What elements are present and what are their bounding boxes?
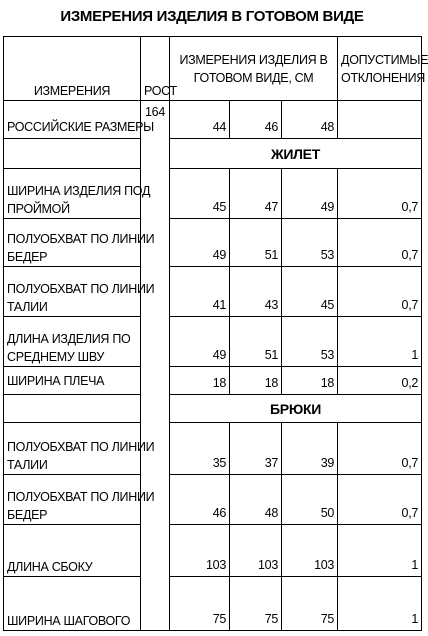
cell-value: 37 [230, 423, 282, 475]
cell-value: 45 [282, 267, 338, 317]
cell-value: 46 [170, 475, 230, 525]
cell-value: 103 [230, 525, 282, 577]
size-3: 48 [282, 101, 338, 139]
cell-tolerance: 1 [338, 525, 422, 577]
header-row [4, 37, 422, 101]
row-label: ПОЛУОБХВАТ ПО ЛИНИИ ТАЛИИ [4, 267, 141, 317]
rost-value: 164 [141, 101, 170, 631]
header-dims [170, 37, 338, 101]
row-label: ПОЛУОБХВАТ ПО ЛИНИИ БЕДЕР [4, 475, 141, 525]
cell-value: 18 [230, 367, 282, 395]
cell-tolerance: 0,7 [338, 169, 422, 219]
cell-value: 53 [282, 317, 338, 367]
header-dims-line2: ГОТОВОМ ВИДЕ, СМ [193, 70, 314, 85]
header-dims-line1: ИЗМЕРЕНИЯ ИЗДЕЛИЯ В [179, 52, 328, 67]
cell-tolerance: 0,7 [338, 267, 422, 317]
cell-value: 103 [282, 525, 338, 577]
cell-value: 47 [230, 169, 282, 219]
header-rost: РОСТ [141, 37, 170, 101]
section-row-vest [4, 139, 422, 169]
section-pants: БРЮКИ [170, 395, 422, 423]
section-row-pants [4, 395, 422, 423]
cell-value: 75 [170, 577, 230, 631]
cell-value: 39 [282, 423, 338, 475]
cell-value: 53 [282, 219, 338, 267]
cell-value: 49 [282, 169, 338, 219]
header-tol-line2: ОТКЛОНЕНИЯ [341, 70, 426, 85]
table-row [4, 577, 422, 631]
cell-value: 18 [170, 367, 230, 395]
table-row [4, 423, 422, 475]
size-1: 44 [170, 101, 230, 139]
row-label: ШИРИНА ИЗДЕЛИЯ ПОД ПРОЙМОЙ [4, 169, 141, 219]
cell-tolerance: 0,7 [338, 475, 422, 525]
cell-tolerance: 0,7 [338, 219, 422, 267]
measurements-table [3, 36, 428, 631]
table-row [4, 169, 422, 219]
cell-tolerance: 1 [338, 317, 422, 367]
row-label: ШИРИНА ШАГОВОГО [4, 577, 141, 631]
cell-value: 18 [282, 367, 338, 395]
sizes-label: РОССИЙСКИЕ РАЗМЕРЫ [4, 101, 141, 139]
cell-tolerance: 0,7 [338, 423, 422, 475]
section-empty [4, 139, 141, 169]
cell-value: 48 [230, 475, 282, 525]
row-label: ПОЛУОБХВАТ ПО ЛИНИИ БЕДЕР [4, 219, 141, 267]
sizes-row [4, 101, 422, 139]
cell-value: 45 [170, 169, 230, 219]
cell-value: 50 [282, 475, 338, 525]
cell-tolerance: 0,2 [338, 367, 422, 395]
table-row [4, 525, 422, 577]
table-row [4, 317, 422, 367]
page-title: ИЗМЕРЕНИЯ ИЗДЕЛИЯ В ГОТОВОМ ВИДЕ [60, 8, 364, 25]
cell-value: 41 [170, 267, 230, 317]
section-vest: ЖИЛЕТ [170, 139, 422, 169]
cell-value: 75 [230, 577, 282, 631]
header-measure: ИЗМЕРЕНИЯ [4, 37, 141, 101]
size-2: 46 [230, 101, 282, 139]
cell-value: 51 [230, 317, 282, 367]
cell-value: 49 [170, 219, 230, 267]
header-tol-line1: ДОПУСТИМЫЕ [341, 52, 428, 67]
table-row [4, 267, 422, 317]
table-row [4, 219, 422, 267]
header-tolerance [338, 37, 428, 101]
row-label: ПОЛУОБХВАТ ПО ЛИНИИ ТАЛИИ [4, 423, 141, 475]
row-label: ДЛИНА СБОКУ [4, 525, 141, 577]
row-label: ДЛИНА ИЗДЕЛИЯ ПО СРЕДНЕМУ ШВУ [4, 317, 141, 367]
row-label: ШИРИНА ПЛЕЧА [4, 367, 141, 395]
cell-value: 75 [282, 577, 338, 631]
cell-value: 49 [170, 317, 230, 367]
cell-value: 43 [230, 267, 282, 317]
cell-tolerance: 1 [338, 577, 422, 631]
section-empty [4, 395, 141, 423]
cell-value: 103 [170, 525, 230, 577]
cell-value: 35 [170, 423, 230, 475]
size-tol-empty [338, 101, 422, 139]
cell-value: 51 [230, 219, 282, 267]
table-row [4, 367, 422, 395]
table-row [4, 475, 422, 525]
